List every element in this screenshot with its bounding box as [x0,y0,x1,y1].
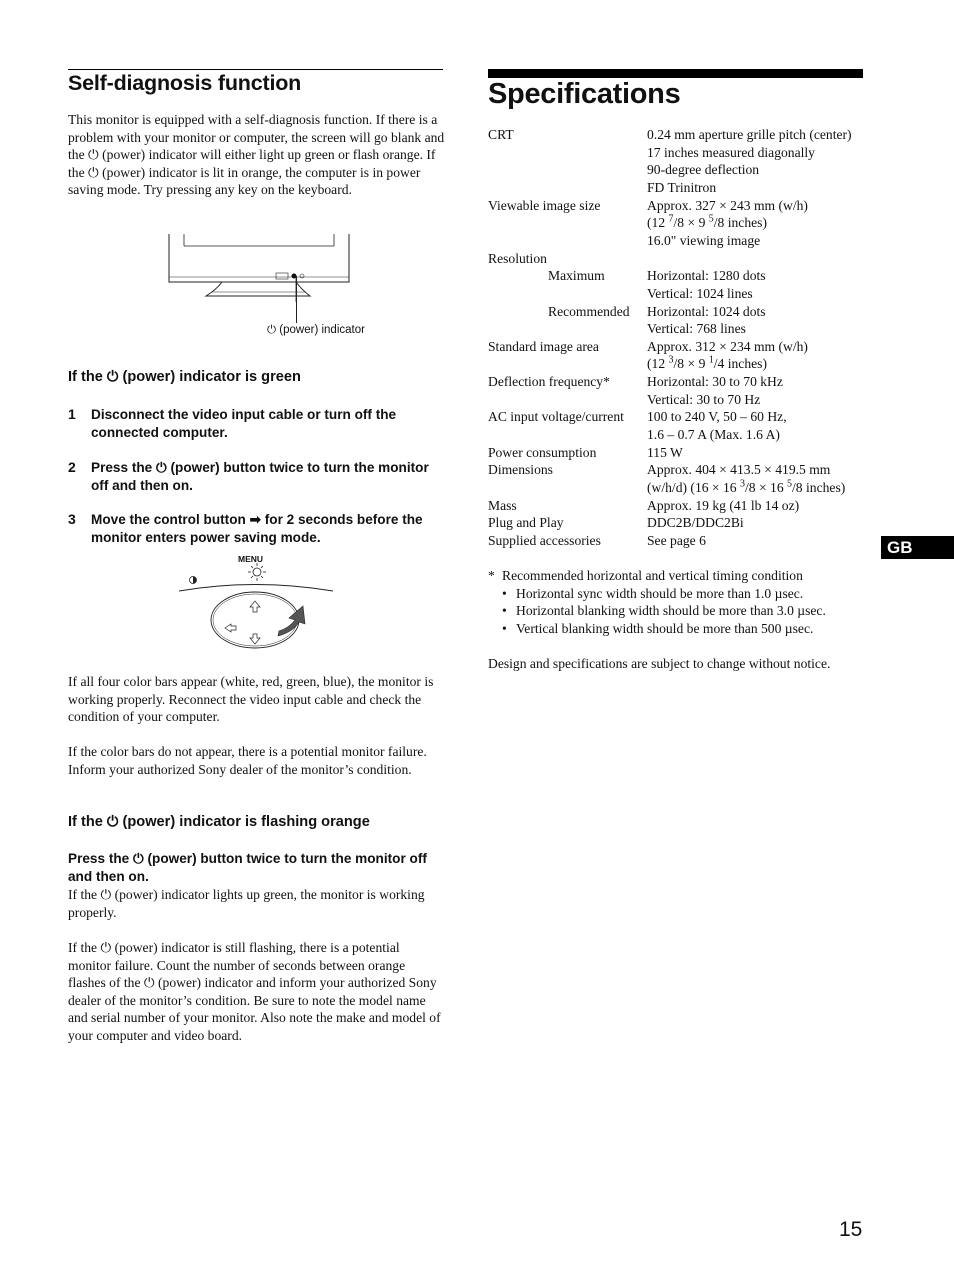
orange-indicator-heading: If the ⏻ (power) indicator is flashing orange [68,814,370,830]
orange-result-paragraph: If the ⏻ (power) indicator lights up green, the monitor is working properly. [68,887,425,920]
spec-label-deflection: Deflection frequency* [488,374,610,389]
spec-value: See page 6 [647,533,706,548]
spec-value: 16.0" viewing image [647,233,761,248]
footnote-bullet: Horizontal sync width should be more than 1.0 µsec. [516,586,804,601]
step-text: Move the control button ➡ for 2 seconds before the monitor enters power saving mode. [91,512,423,545]
footnote-bullet: Vertical blanking width should be more than 500 µsec. [516,621,814,636]
step-text: Press the ⏻ (power) button twice to turn the monitor off and then on. [91,460,429,493]
self-diagnosis-intro: This monitor is equipped with a self-diagnosis function. If there is a problem with your monitor or computer, the screen will go blank and the ⏻ (power) indicator will either light up green or flash orange. If the ⏻ (power) indicator is lit in orange, the computer is in power saving mode. Try pressing any key on the keyboard. [68,112,445,198]
power-indicator-caption: ⏻ (power) indicator [267,324,365,336]
step-number: 1 [68,406,76,422]
section-rule [68,69,443,70]
spec-value: Vertical: 30 to 70 Hz [647,392,761,407]
language-tab: GB [881,536,954,559]
spec-label-ac-input: AC input voltage/current [488,409,624,424]
spec-value: 90-degree deflection [647,162,760,177]
spec-value: Approx. 327 × 243 mm (w/h) [647,198,808,213]
spec-label-resolution: Resolution [488,251,547,266]
spec-value: 1.6 – 0.7 A (Max. 1.6 A) [647,427,780,442]
spec-value: Vertical: 768 lines [647,321,746,336]
self-diagnosis-title: Self-diagnosis function [68,71,302,95]
orange-failure-paragraph: If the ⏻ (power) indicator is still flashing, there is a potential monitor failure. Count the number of seconds between orange flashes of the ⏻ (power) indicator and inform your authorized Sony dealer of the monitor’s condition. Be sure to note the model name and serial number of your monitor. Also note the make and model of your computer and video board. [68,940,441,1043]
color-bars-ok-paragraph: If all four color bars appear (white, red, green, blue), the monitor is working properly. Reconnect the video input cable and check the condition of your computer. [68,674,434,725]
spec-label-dimensions: Dimensions [488,462,553,477]
bullet-mark: • [502,621,507,636]
spec-value: Vertical: 1024 lines [647,286,753,301]
green-indicator-heading: If the ⏻ (power) indicator is green [68,369,301,385]
footnote-text: Recommended horizontal and vertical timing condition [502,568,803,583]
brightness-icon [248,563,266,581]
step-1 [68,406,448,446]
step-number: 3 [68,511,76,527]
bullet-mark: • [502,603,507,618]
spec-sublabel: Maximum [548,268,605,283]
indicator-leader-line [296,276,297,323]
spec-value-fraction: (12 $^7$/8 × 9 $^5$/8 inches) [647,213,767,230]
spec-value-fraction: (12 $^3$/8 × 9 $^1$/4 inches) [647,354,767,371]
spec-label-crt: CRT [488,127,514,142]
page-number: 15 [839,1218,863,1241]
specifications-bar [488,69,863,78]
spec-value: FD Trinitron [647,180,717,195]
control-button-illustration [175,562,335,654]
footnote-asterisk: * [488,568,495,583]
spec-value: Approx. 404 × 413.5 × 419.5 mm [647,462,831,477]
menu-label: MENU [238,554,264,564]
step-text: Disconnect the video input cable or turn off the connected computer. [91,407,397,440]
spec-value-fraction: (w/h/d) (16 × 16 $^3$/8 × 16 $^5$/8 inches) [647,478,846,495]
specifications-title: Specifications [488,78,681,110]
color-bars-fail-paragraph: If the color bars do not appear, there is a potential monitor failure. Inform your authorized Sony dealer of the monitor’s condition. [68,744,427,777]
contrast-icon [190,577,197,584]
spec-label-mass: Mass [488,498,517,513]
spec-value: Horizontal: 30 to 70 kHz [647,374,783,389]
spec-label-standard-area: Standard image area [488,339,599,354]
orange-instruction: Press the ⏻ (power) button twice to turn the monitor off and then on. [68,851,427,884]
spec-value: 17 inches measured diagonally [647,145,815,160]
step-3 [68,511,448,551]
bullet-mark: • [502,586,507,601]
spec-label-viewable: Viewable image size [488,198,601,213]
step-number: 2 [68,459,76,475]
spec-value: Horizontal: 1024 dots [647,304,766,319]
spec-value: 0.24 mm aperture grille pitch (center) [647,127,852,142]
spec-value: 115 W [647,445,683,460]
spec-value: 100 to 240 V, 50 – 60 Hz, [647,409,787,424]
spec-label-power: Power consumption [488,445,597,460]
spec-value: Approx. 19 kg (41 lb 14 oz) [647,498,800,513]
change-notice: Design and specifications are subject to change without notice. [488,656,831,671]
spec-sublabel: Recommended [548,304,630,319]
spec-value: Approx. 312 × 234 mm (w/h) [647,339,808,354]
monitor-front-illustration [160,232,360,302]
step-2 [68,459,448,499]
spec-label-plug-and-play: Plug and Play [488,515,564,530]
spec-label-accessories: Supplied accessories [488,533,601,548]
spec-value: Horizontal: 1280 dots [647,268,766,283]
footnote-bullet: Horizontal blanking width should be more than 3.0 µsec. [516,603,826,618]
spec-value: DDC2B/DDC2Bi [647,515,744,530]
